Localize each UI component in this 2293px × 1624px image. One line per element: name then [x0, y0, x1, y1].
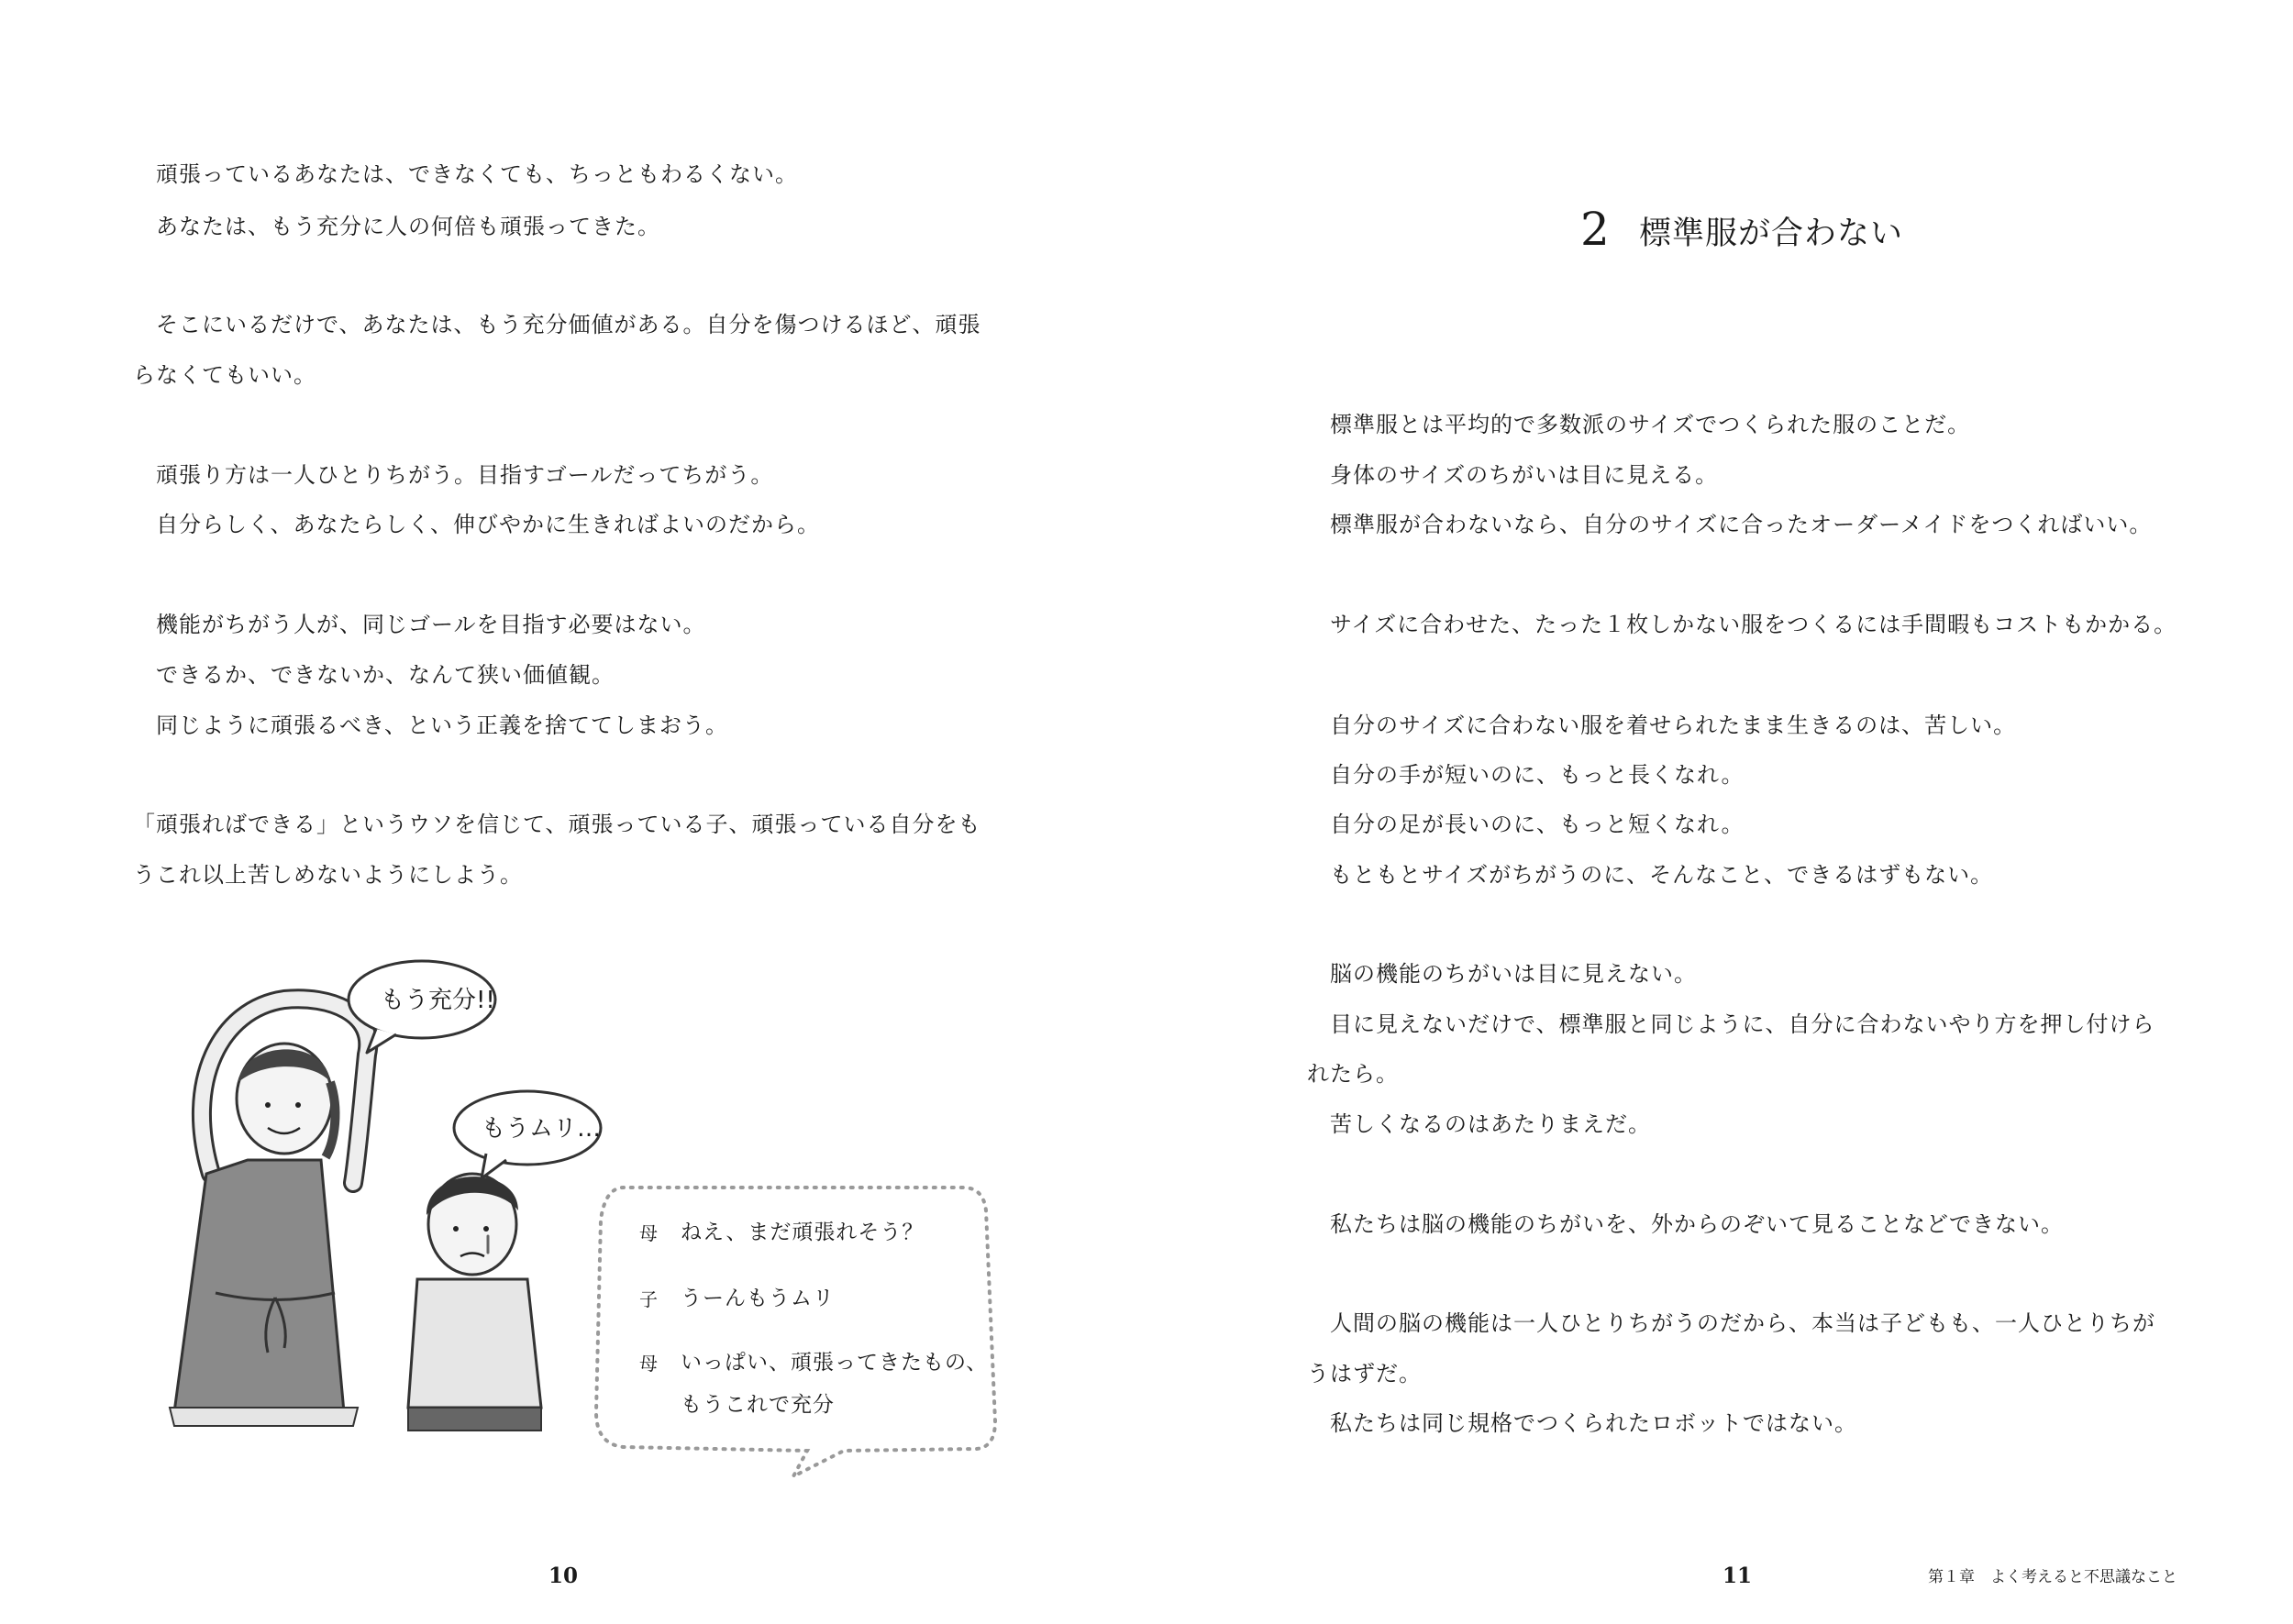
text-line: 標準服が合わないなら、自分のサイズに合ったオーダーメイドをつくればいい。 [1307, 512, 2153, 537]
text-line: 頑張り方は一人ひとりちがう。目指すゴールだってちがう。 [133, 462, 774, 488]
text-line: 「頑張ればできる」というウソを信じて、頑張っている子、頑張っている自分をも [133, 812, 981, 837]
child-body [408, 1279, 541, 1408]
dialogue-speaker: 母 [639, 1222, 658, 1244]
text-line: 自分らしく、あなたらしく、伸びやかに生きればよいのだから。 [133, 512, 821, 537]
text-line: 私たちは脳の機能のちがいを、外からのぞいて見ることなどできない。 [1307, 1211, 2064, 1237]
mother-child-illustration [147, 945, 1018, 1495]
text-line: 同じように頑張るべき、という正義を捨ててしまおう。 [133, 713, 729, 738]
page-number: 11 [1723, 1563, 1753, 1588]
text-line: 自分の足が長いのに、もっと短くなれ。 [1307, 812, 1745, 837]
text-line: 目に見えないだけで、標準服と同じように、自分に合わないやり方を押し付けら [1307, 1011, 2155, 1037]
text-line: うこれ以上苦しめないようにしよう。 [133, 862, 523, 888]
dialogue-line: ねえ、まだ頑張れそう？ [681, 1221, 925, 1244]
text-line: れたら。 [1307, 1061, 1399, 1087]
text-line: 私たちは同じ規格でつくられたロボットではない。 [1307, 1410, 1857, 1436]
mother-apron [174, 1160, 344, 1412]
text-line: そこにいるだけで、あなたは、もう充分価値がある。自分を傷つけるほど、頑張 [133, 312, 981, 337]
text-line: 人間の脳の機能は一人ひとりちがうのだから、本当は子どもも、一人ひとりちが [1307, 1310, 2155, 1336]
page-number: 10 [548, 1563, 579, 1588]
text-line: 機能がちがう人が、同じゴールを目指す必要はない。 [133, 612, 706, 637]
text-line: 身体のサイズのちがいは目に見える。 [1307, 462, 1719, 488]
running-head: 第１章 よく考えると不思議なこと [1928, 1568, 2177, 1586]
text-line: できるか、できないか、なんて狭い価値観。 [133, 662, 615, 688]
dialogue-speaker: 母 [639, 1353, 658, 1375]
dialogue-line: いっぱい、頑張ってきたもの、 [681, 1351, 989, 1375]
text-line: らなくてもいい。 [133, 362, 316, 388]
text-line: あなたは、もう充分に人の何倍も頑張ってきた。 [133, 214, 660, 239]
text-line: 頑張っているあなたは、できなくても、ちっともわるくない。 [133, 161, 798, 187]
text-line: うはずだ。 [1307, 1361, 1422, 1386]
right-page [1146, 0, 2293, 1624]
dialogue-line: うーんもうムリ [681, 1287, 835, 1310]
text-line: 自分の手が短いのに、もっと長くなれ。 [1307, 762, 1745, 788]
chapter-number: 2 [1580, 203, 1610, 256]
text-line: 脳の機能のちがいは目に見えない。 [1307, 961, 1697, 987]
left-page [0, 0, 1146, 1624]
text-line: 苦しくなるのはあたりまえだ。 [1307, 1111, 1651, 1137]
text-line: サイズに合わせた、たった１枚しかない服をつくるには手間暇もコストもかかる。 [1307, 612, 2177, 637]
text-line: もともとサイズがちがうのに、そんなこと、できるはずもない。 [1307, 862, 1994, 888]
text-line: 自分のサイズに合わない服を着せられたまま生きるのは、苦しい。 [1307, 713, 2017, 738]
dialogue-line: もうこれで充分 [681, 1393, 835, 1417]
text-line: 標準服とは平均的で多数派のサイズでつくられた服のことだ。 [1307, 412, 1971, 437]
child-bubble-text: もうムリ… [482, 1115, 602, 1143]
mother-bubble-text: もう充分!! [381, 987, 495, 1014]
chapter-title: 標準服が合わない [1639, 215, 1904, 252]
dialogue-speaker: 子 [639, 1288, 658, 1310]
